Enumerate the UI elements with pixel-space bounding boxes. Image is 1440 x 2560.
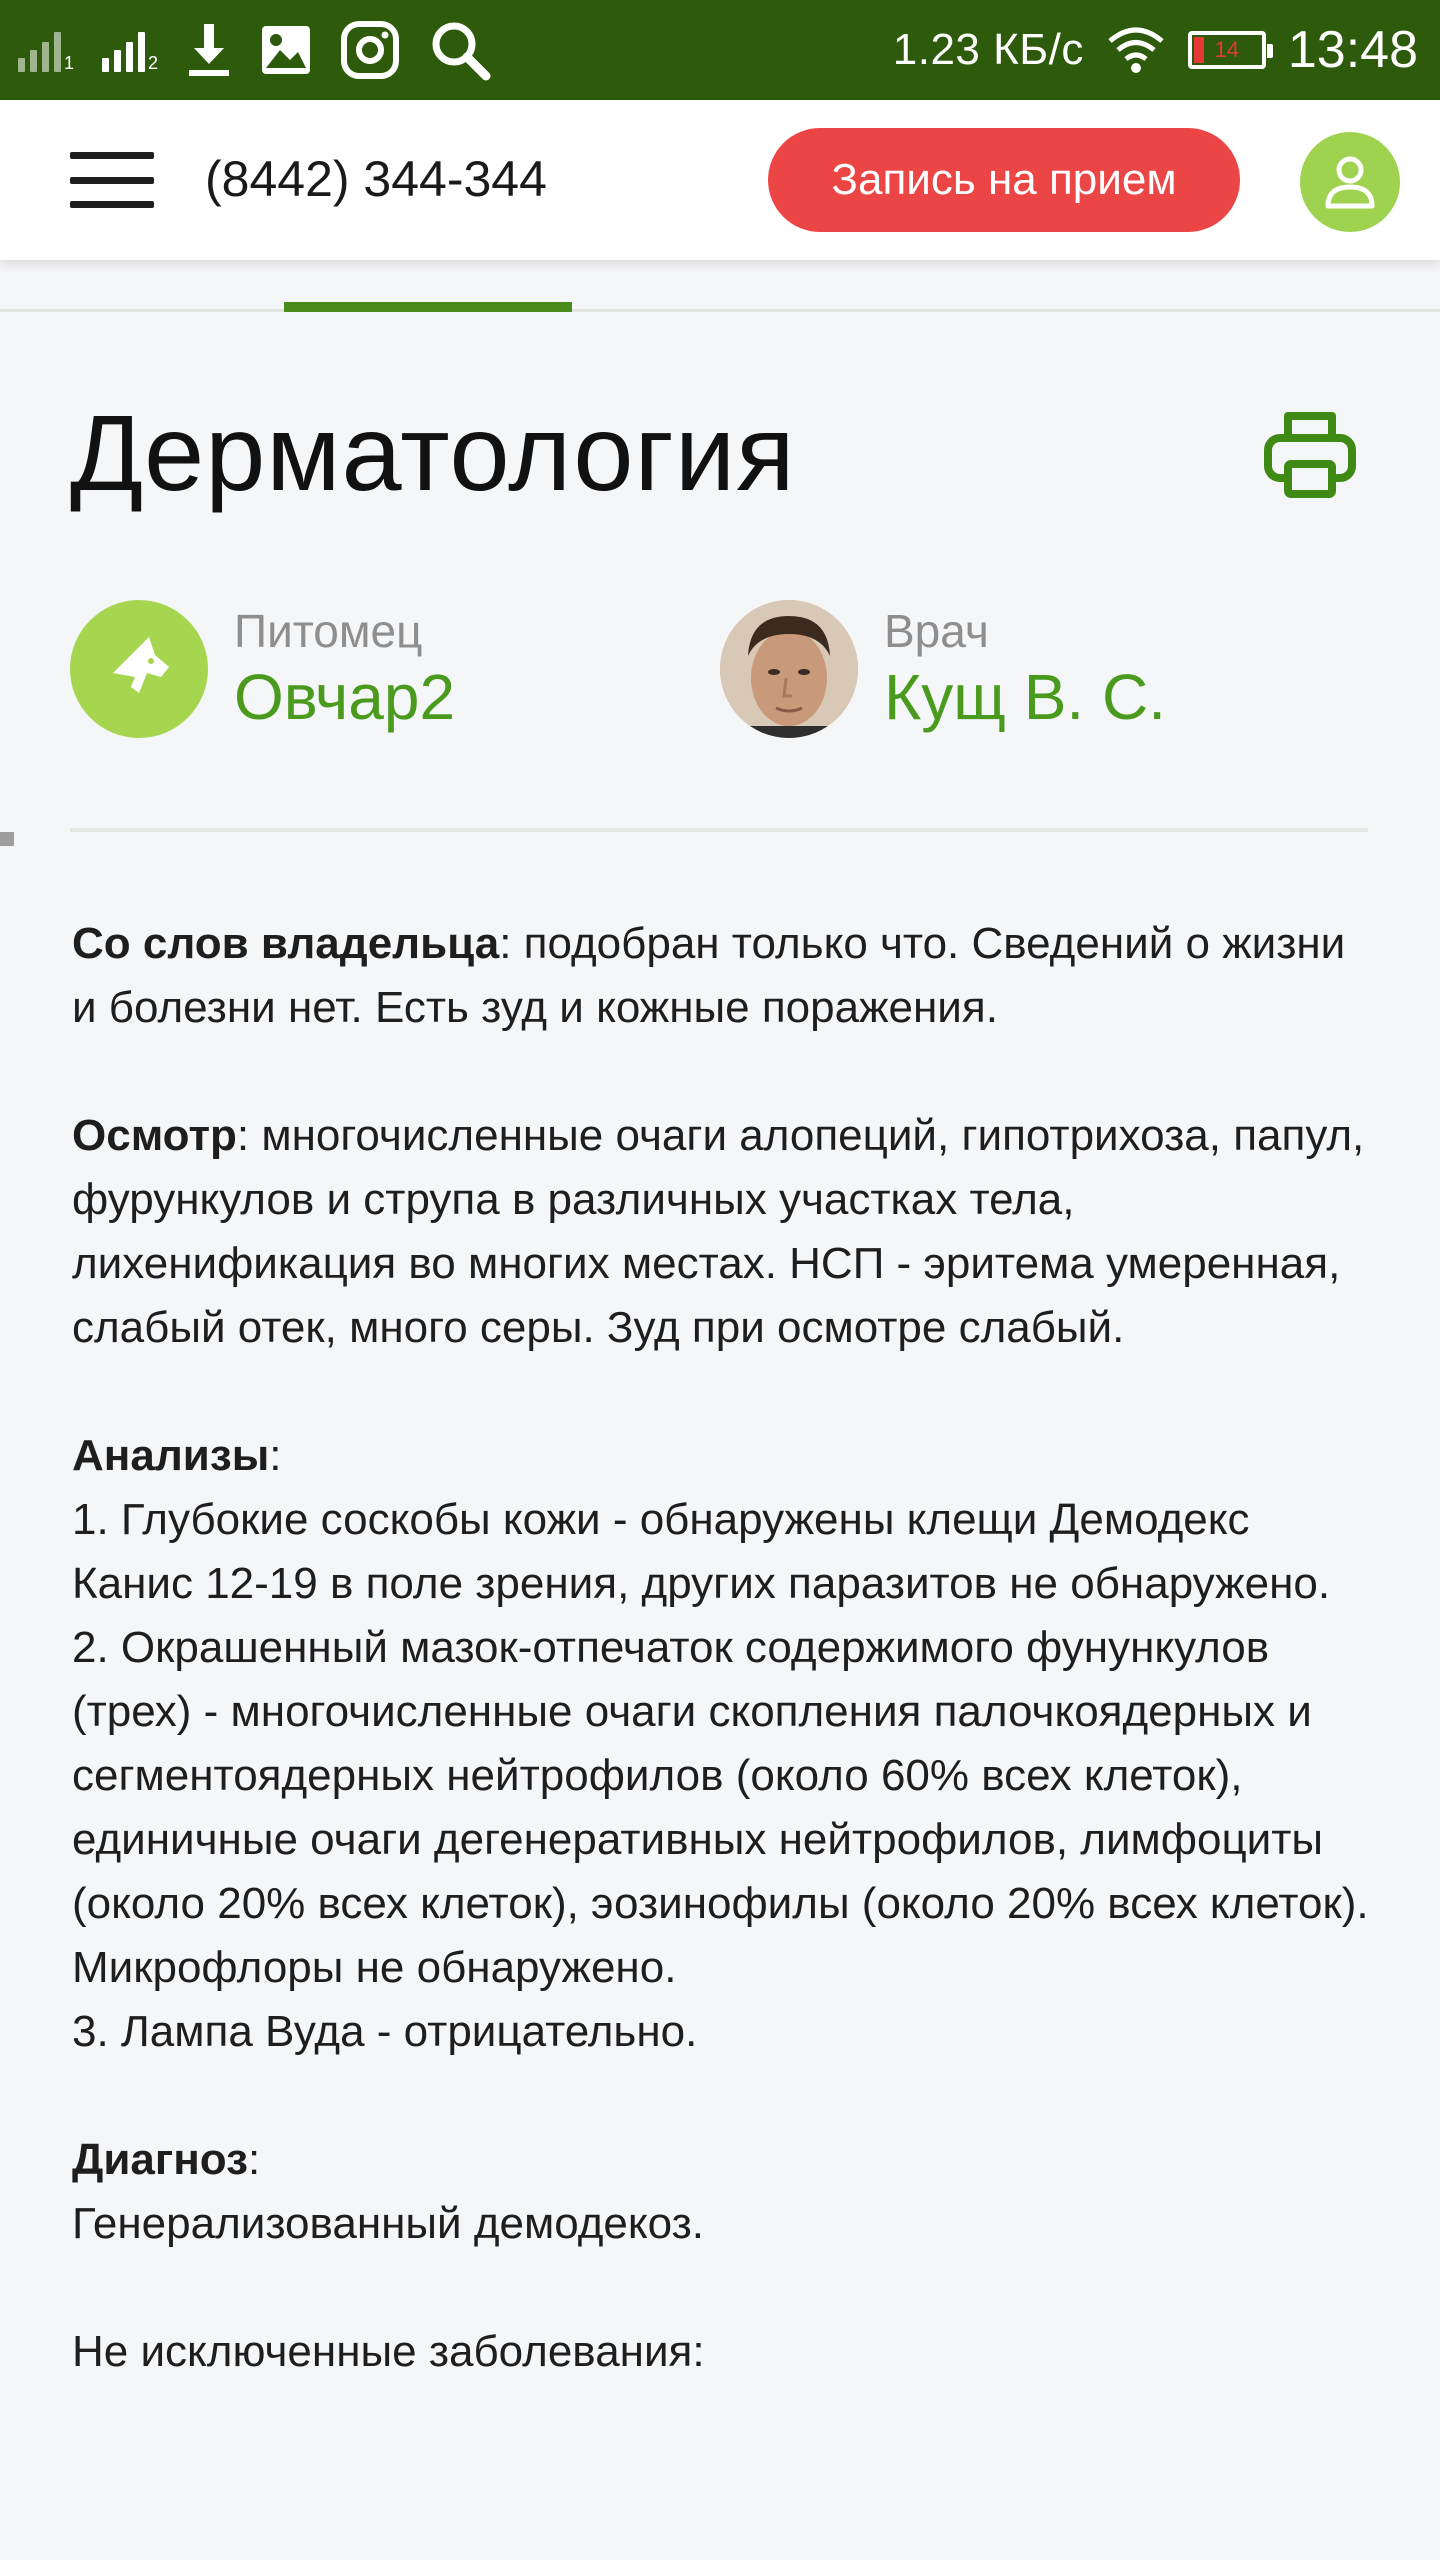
diagnosis-text: Генерализованный демодекоз. [72,2199,705,2248]
instagram-icon [340,20,400,80]
owner-label: Со слов владельца [72,919,500,968]
doctor-avatar [720,600,858,738]
excluded-diseases: Не исключенные заболевания: [72,2327,705,2376]
pet-label: Питомец [234,605,423,657]
diagnosis: Диагноз: Генерализованный демодекоз. [72,2128,1372,2256]
exam-label: Осмотр [72,1111,237,1160]
doctor-name: Кущ В. С. [884,661,1166,733]
active-tab-indicator [284,302,572,312]
download-icon [186,22,232,78]
app-header [0,100,1440,260]
doctor-info[interactable] [720,600,1166,738]
user-icon [1324,154,1376,210]
print-button[interactable] [1260,404,1360,504]
owner-text: : подобран только что. Сведений о жизни и болезни нет. Есть зуд и кожные поражения. [72,919,1346,1032]
menu-icon[interactable] [70,148,154,212]
page-title: Дерматология [70,392,796,513]
signal-strength-1-icon: 1 [18,28,74,72]
tab-strip [0,260,1440,312]
examination [72,1104,1372,1360]
section-divider [70,828,1368,832]
edge-marker [0,832,14,846]
search-icon [428,18,492,82]
printer-icon [1260,404,1360,504]
exam-text: : многочисленные очаги алопеций, гипотрихоза, папул, фурункулов и струпа в различных участках тела, лихенификация во многих местах. НСП - эритема умеренная, слабый отек, много серы. Зуд при осмотре слабый. [72,1111,1365,1352]
dog-head-icon [99,629,179,709]
phone-link[interactable]: (8442) 344-344 [205,151,547,207]
wifi-icon [1106,25,1166,75]
signal-strength-2-icon: 2 [102,28,158,72]
status-bar [0,0,1440,100]
user-profile-button[interactable] [1300,132,1400,232]
diagnosis-label: Диагноз [72,2135,248,2184]
network-speed: 1.23 КБ/с [892,25,1084,74]
owner-statement [72,912,1372,1040]
pet-avatar [70,600,208,738]
doctor-label: Врач [884,605,989,657]
pet-name: Овчар2 [234,661,456,733]
analysis-item-1: 1. Глубокие соскобы кожи - обнаружены клещи Демодекс Канис 12-19 в поле зрения, других паразитов не обнаружено. [72,1495,1331,1608]
analysis-item-2: 2. Окрашенный мазок-отпечаток содержимого фунункулов (трех) - многочисленные очаги скопления палочкоядерных и сегментоядерных нейтрофилов (около 60% всех клеток), единичные очаги дегенеративных нейтрофилов, лимфоциты (около 20% всех клеток), эозинофилы (около 20% всех клеток). Микрофлоры не обнаружено. [72,1623,1369,1992]
pet-info[interactable] [70,600,455,738]
analyses-label: Анализы [72,1431,270,1480]
record-content [72,912,1372,2448]
clock: 13:48 [1287,21,1418,79]
image-icon [260,24,312,76]
appointment-button[interactable]: Запись на прием [768,128,1240,232]
analyses: Анализы: 1. Глубокие соскобы кожи - обнаружены клещи Демодекс Канис 12-19 в поле зрения, других паразитов не обнаружено. 2. Окрашенный мазок-отпечаток содержимого фунункулов (трех) - многочисленные очаги скопления палочкоядерных и сегментоядерных нейтрофилов (около 60% всех клеток), единичные очаги дегенеративных нейтрофилов, лимфоциты (около 20% всех клеток), эозинофилы (около 20% всех клеток). Микрофлоры не обнаружено. 3. Лампа Вуда - отрицательно. [72,1424,1372,2064]
analysis-item-3: 3. Лампа Вуда - отрицательно. [72,2007,698,2056]
battery-icon: 14 [1188,31,1266,69]
